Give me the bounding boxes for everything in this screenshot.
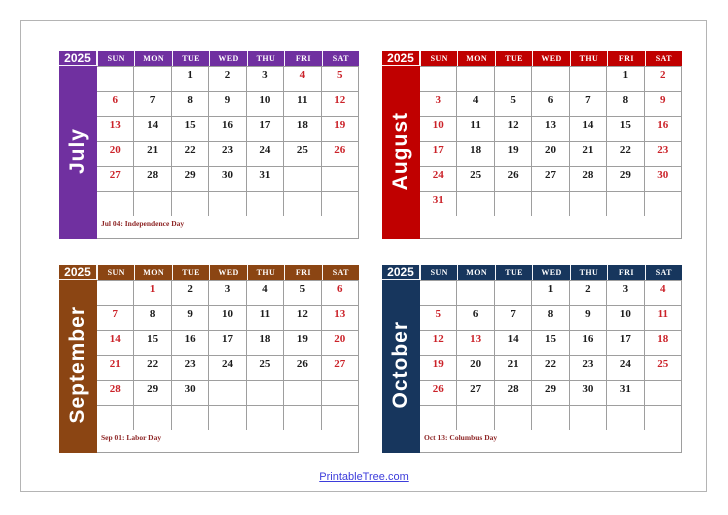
date-cell: 19 [420, 356, 457, 381]
date-cell: 16 [209, 117, 246, 142]
date-cell: 15 [172, 117, 209, 142]
date-cell [420, 406, 457, 431]
date-cell: 6 [322, 281, 359, 306]
date-cell: 19 [284, 331, 321, 356]
date-cell: 26 [284, 356, 321, 381]
date-cell: 22 [134, 356, 171, 381]
date-cell: 19 [495, 142, 532, 167]
date-cell [532, 192, 569, 217]
weekday-header-fri: FRI [607, 265, 644, 280]
date-cell [97, 281, 134, 306]
date-cell [247, 192, 284, 217]
date-cell: 11 [457, 117, 494, 142]
date-cell [532, 406, 569, 431]
date-cell: 17 [607, 331, 644, 356]
date-cell [645, 406, 682, 431]
date-cell: 7 [495, 306, 532, 331]
date-cell [209, 192, 246, 217]
date-cell [495, 406, 532, 431]
weekday-header-row [97, 265, 359, 280]
date-cell: 16 [645, 117, 682, 142]
date-cell: 5 [284, 281, 321, 306]
month-name-label: August [389, 111, 412, 191]
date-cell: 1 [607, 67, 644, 92]
date-cell [457, 281, 494, 306]
month-band-august [382, 51, 420, 239]
weekday-header-row [97, 51, 359, 66]
date-cell: 31 [420, 192, 457, 217]
date-cell: 18 [457, 142, 494, 167]
date-cell: 28 [97, 381, 134, 406]
date-cell: 16 [570, 331, 607, 356]
date-cell: 4 [457, 92, 494, 117]
weekday-header-tue: TUE [172, 51, 209, 66]
date-cell: 28 [134, 167, 171, 192]
date-cell [322, 167, 359, 192]
printabletree-link[interactable]: PrintableTree.com [319, 471, 409, 483]
date-cell: 4 [284, 67, 321, 92]
weekday-header-wed: WED [532, 51, 569, 66]
date-cell: 8 [134, 306, 171, 331]
date-cell: 21 [97, 356, 134, 381]
date-cell [97, 67, 134, 92]
weekday-header-sat: SAT [322, 265, 359, 280]
date-grid-october [420, 280, 682, 431]
date-cell: 11 [284, 92, 321, 117]
date-cell: 23 [570, 356, 607, 381]
date-cell [134, 406, 171, 431]
year-label: 2025 [59, 265, 97, 280]
date-cell [134, 67, 171, 92]
date-cell: 6 [532, 92, 569, 117]
weekday-header-fri: FRI [284, 51, 321, 66]
date-cell: 8 [607, 92, 644, 117]
date-cell: 30 [645, 167, 682, 192]
date-cell: 18 [284, 117, 321, 142]
date-cell [322, 406, 359, 431]
date-cell: 9 [570, 306, 607, 331]
date-cell: 21 [134, 142, 171, 167]
month-band-september [59, 265, 97, 453]
date-cell: 17 [247, 117, 284, 142]
date-cell: 5 [420, 306, 457, 331]
date-cell: 13 [322, 306, 359, 331]
date-cell: 18 [645, 331, 682, 356]
date-cell: 29 [134, 381, 171, 406]
date-cell [172, 192, 209, 217]
date-cell: 29 [607, 167, 644, 192]
date-cell: 25 [284, 142, 321, 167]
date-cell: 2 [645, 67, 682, 92]
date-cell [209, 406, 246, 431]
holiday-note-august [420, 216, 682, 239]
weekday-header-fri: FRI [284, 265, 321, 280]
date-cell: 7 [134, 92, 171, 117]
date-cell: 17 [209, 331, 246, 356]
date-cell: 20 [97, 142, 134, 167]
weekday-header-thu: THU [247, 51, 284, 66]
date-cell: 29 [532, 381, 569, 406]
weekday-header-mon: MON [457, 265, 494, 280]
date-cell: 22 [532, 356, 569, 381]
date-cell: 18 [247, 331, 284, 356]
date-cell: 16 [172, 331, 209, 356]
date-cell: 23 [209, 142, 246, 167]
date-cell: 24 [247, 142, 284, 167]
weekday-header-sun: SUN [97, 265, 134, 280]
date-cell: 20 [322, 331, 359, 356]
date-cell [420, 67, 457, 92]
date-cell: 27 [532, 167, 569, 192]
date-cell: 1 [134, 281, 171, 306]
date-cell: 23 [645, 142, 682, 167]
date-cell [457, 192, 494, 217]
date-cell [172, 406, 209, 431]
date-cell: 13 [532, 117, 569, 142]
date-cell: 26 [420, 381, 457, 406]
date-cell [134, 192, 171, 217]
calendar-july [59, 51, 359, 239]
date-cell: 5 [495, 92, 532, 117]
date-grid-september [97, 280, 359, 431]
date-cell: 27 [97, 167, 134, 192]
date-cell [645, 381, 682, 406]
month-band-october [382, 265, 420, 453]
date-cell: 20 [532, 142, 569, 167]
date-cell [570, 406, 607, 431]
date-cell: 7 [570, 92, 607, 117]
weekday-header-fri: FRI [607, 51, 644, 66]
weekday-header-sat: SAT [322, 51, 359, 66]
date-cell: 14 [570, 117, 607, 142]
year-label: 2025 [382, 51, 420, 66]
date-cell: 21 [570, 142, 607, 167]
date-cell: 11 [247, 306, 284, 331]
calendar-august [382, 51, 682, 239]
date-cell: 27 [322, 356, 359, 381]
date-cell: 3 [247, 67, 284, 92]
date-cell: 10 [209, 306, 246, 331]
date-cell: 12 [420, 331, 457, 356]
date-cell: 21 [495, 356, 532, 381]
year-label: 2025 [59, 51, 97, 66]
date-cell: 13 [457, 331, 494, 356]
month-name-label: September [66, 306, 89, 424]
date-cell: 9 [209, 92, 246, 117]
date-cell: 7 [97, 306, 134, 331]
date-cell: 10 [247, 92, 284, 117]
date-cell: 25 [645, 356, 682, 381]
date-cell: 9 [645, 92, 682, 117]
weekday-header-sun: SUN [420, 265, 457, 280]
date-cell: 6 [457, 306, 494, 331]
date-cell [495, 281, 532, 306]
date-cell [284, 406, 321, 431]
month-name-label: July [66, 127, 89, 175]
date-cell [495, 192, 532, 217]
weekday-header-row [420, 265, 682, 280]
date-cell [570, 67, 607, 92]
weekday-header-sat: SAT [645, 51, 682, 66]
date-cell: 23 [172, 356, 209, 381]
weekday-header-sun: SUN [97, 51, 134, 66]
date-cell: 12 [322, 92, 359, 117]
date-cell: 3 [209, 281, 246, 306]
weekday-header-thu: THU [570, 265, 607, 280]
weekday-header-mon: MON [134, 265, 171, 280]
date-cell: 4 [645, 281, 682, 306]
date-cell: 6 [97, 92, 134, 117]
date-cell [97, 406, 134, 431]
date-cell [570, 192, 607, 217]
date-cell [284, 381, 321, 406]
date-cell [457, 406, 494, 431]
date-cell: 11 [645, 306, 682, 331]
date-cell: 14 [495, 331, 532, 356]
weekday-header-sun: SUN [420, 51, 457, 66]
date-cell [532, 67, 569, 92]
holiday-note-september: Sep 01: Labor Day [97, 430, 359, 453]
weekday-header-row [420, 51, 682, 66]
date-cell: 5 [322, 67, 359, 92]
date-cell: 24 [420, 167, 457, 192]
date-cell: 8 [532, 306, 569, 331]
date-cell: 3 [420, 92, 457, 117]
year-label: 2025 [382, 265, 420, 280]
date-cell: 26 [322, 142, 359, 167]
weekday-header-wed: WED [532, 265, 569, 280]
date-cell: 4 [247, 281, 284, 306]
weekday-header-mon: MON [134, 51, 171, 66]
date-cell: 28 [570, 167, 607, 192]
date-cell [457, 67, 494, 92]
weekday-header-sat: SAT [645, 265, 682, 280]
date-cell: 10 [607, 306, 644, 331]
date-cell: 1 [172, 67, 209, 92]
weekday-header-wed: WED [209, 51, 246, 66]
date-cell: 25 [457, 167, 494, 192]
weekday-header-mon: MON [457, 51, 494, 66]
date-cell: 10 [420, 117, 457, 142]
date-cell: 15 [607, 117, 644, 142]
date-cell [645, 192, 682, 217]
weekday-header-tue: TUE [495, 265, 532, 280]
date-cell [607, 192, 644, 217]
date-cell: 30 [209, 167, 246, 192]
date-cell: 25 [247, 356, 284, 381]
date-cell: 22 [607, 142, 644, 167]
date-cell: 2 [172, 281, 209, 306]
date-cell: 31 [607, 381, 644, 406]
date-cell: 24 [209, 356, 246, 381]
date-cell: 14 [134, 117, 171, 142]
calendar-september [59, 265, 359, 453]
date-cell [247, 381, 284, 406]
month-band-july [59, 51, 97, 239]
date-grid-august [420, 66, 682, 217]
date-cell [607, 406, 644, 431]
date-cell: 22 [172, 142, 209, 167]
date-cell [247, 406, 284, 431]
date-cell: 8 [172, 92, 209, 117]
date-cell [322, 192, 359, 217]
date-cell: 28 [495, 381, 532, 406]
date-cell: 26 [495, 167, 532, 192]
date-cell: 29 [172, 167, 209, 192]
date-cell: 20 [457, 356, 494, 381]
date-cell [284, 192, 321, 217]
date-cell: 3 [607, 281, 644, 306]
calendar-october [382, 265, 682, 453]
date-cell: 9 [172, 306, 209, 331]
weekday-header-tue: TUE [172, 265, 209, 280]
date-cell: 12 [284, 306, 321, 331]
date-cell: 2 [209, 67, 246, 92]
date-cell: 19 [322, 117, 359, 142]
holiday-note-october: Oct 13: Columbus Day [420, 430, 682, 453]
month-name-label: October [389, 321, 412, 409]
date-cell: 17 [420, 142, 457, 167]
weekday-header-thu: THU [570, 51, 607, 66]
date-cell: 31 [247, 167, 284, 192]
weekday-header-thu: THU [247, 265, 284, 280]
date-cell [284, 167, 321, 192]
date-cell: 13 [97, 117, 134, 142]
date-cell [322, 381, 359, 406]
date-cell: 2 [570, 281, 607, 306]
date-cell: 15 [532, 331, 569, 356]
date-cell: 27 [457, 381, 494, 406]
date-cell [97, 192, 134, 217]
date-cell: 14 [97, 331, 134, 356]
date-cell [495, 67, 532, 92]
date-cell [420, 281, 457, 306]
date-grid-july [97, 66, 359, 217]
date-cell: 1 [532, 281, 569, 306]
date-cell [209, 381, 246, 406]
weekday-header-wed: WED [209, 265, 246, 280]
date-cell: 15 [134, 331, 171, 356]
holiday-note-july: Jul 04: Independence Day [97, 216, 359, 239]
date-cell: 24 [607, 356, 644, 381]
date-cell: 30 [172, 381, 209, 406]
weekday-header-tue: TUE [495, 51, 532, 66]
date-cell: 30 [570, 381, 607, 406]
date-cell: 12 [495, 117, 532, 142]
